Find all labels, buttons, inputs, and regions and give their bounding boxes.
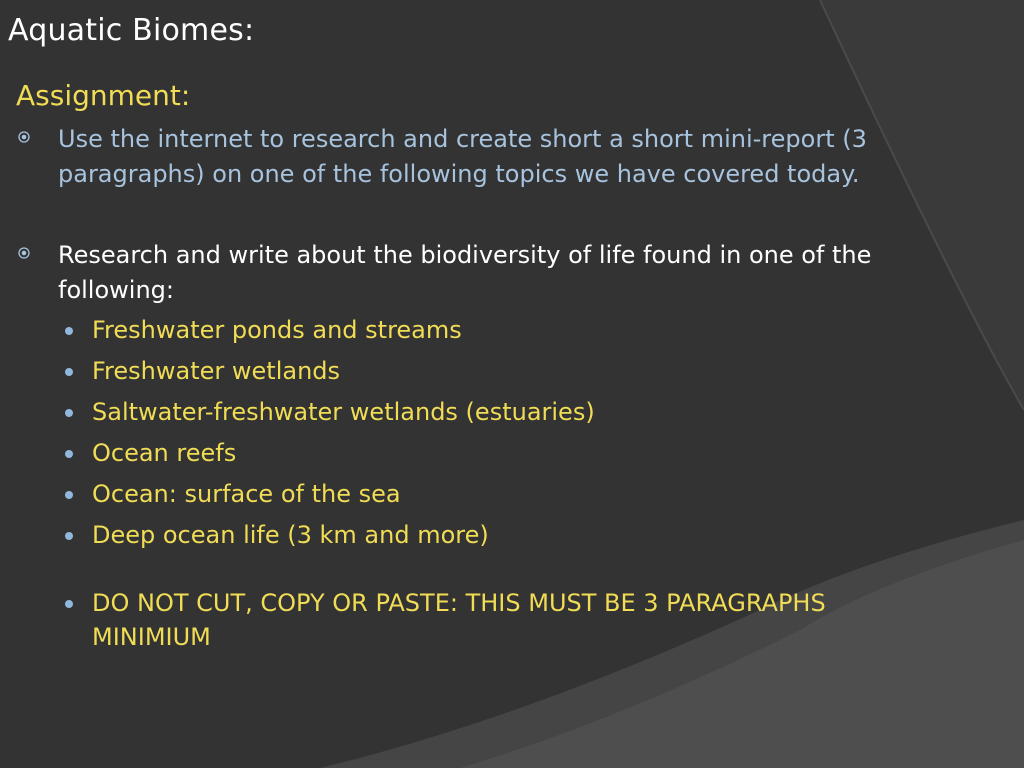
slide-title: Aquatic Biomes:	[8, 13, 255, 48]
topic-text: Ocean: surface of the sea	[92, 480, 401, 508]
paragraph-text: Use the internet to research and create short a short mini-report (3 paragraphs) on one of the following topics we have covered today.	[58, 125, 867, 188]
circle-dot-icon	[18, 247, 30, 259]
list-item	[92, 354, 932, 389]
bullet-paragraph-biodiversity	[58, 238, 958, 307]
assignment-heading: Assignment:	[16, 79, 191, 112]
topic-text: Freshwater wetlands	[92, 357, 341, 385]
warning-text: DO NOT CUT, COPY OR PASTE: THIS MUST BE 3 PARAGRAPHS MINIMIUM	[92, 588, 826, 651]
bullet-dot-icon	[65, 600, 73, 608]
bullet-paragraph-research	[58, 122, 958, 191]
bullet-dot-icon	[65, 368, 73, 376]
topic-text: Ocean reefs	[92, 439, 237, 467]
list-item	[92, 477, 932, 512]
list-item	[92, 313, 932, 348]
warning-item	[92, 586, 932, 655]
list-item	[92, 436, 932, 471]
topic-text: Deep ocean life (3 km and more)	[92, 521, 489, 549]
bullet-dot-icon	[65, 450, 73, 458]
list-item	[92, 395, 932, 430]
topic-text: Freshwater ponds and streams	[92, 316, 462, 344]
bullet-dot-icon	[65, 327, 73, 335]
slide-content	[0, 122, 1024, 661]
circle-dot-icon	[18, 131, 30, 143]
paragraph-text: Research and write about the biodiversity of life found in one of the following:	[58, 241, 872, 304]
list-item	[92, 518, 932, 553]
bullet-dot-icon	[65, 532, 73, 540]
topic-text: Saltwater-freshwater wetlands (estuaries)	[92, 398, 595, 426]
topic-list	[0, 313, 1024, 655]
bullet-dot-icon	[65, 491, 73, 499]
bullet-dot-icon	[65, 409, 73, 417]
